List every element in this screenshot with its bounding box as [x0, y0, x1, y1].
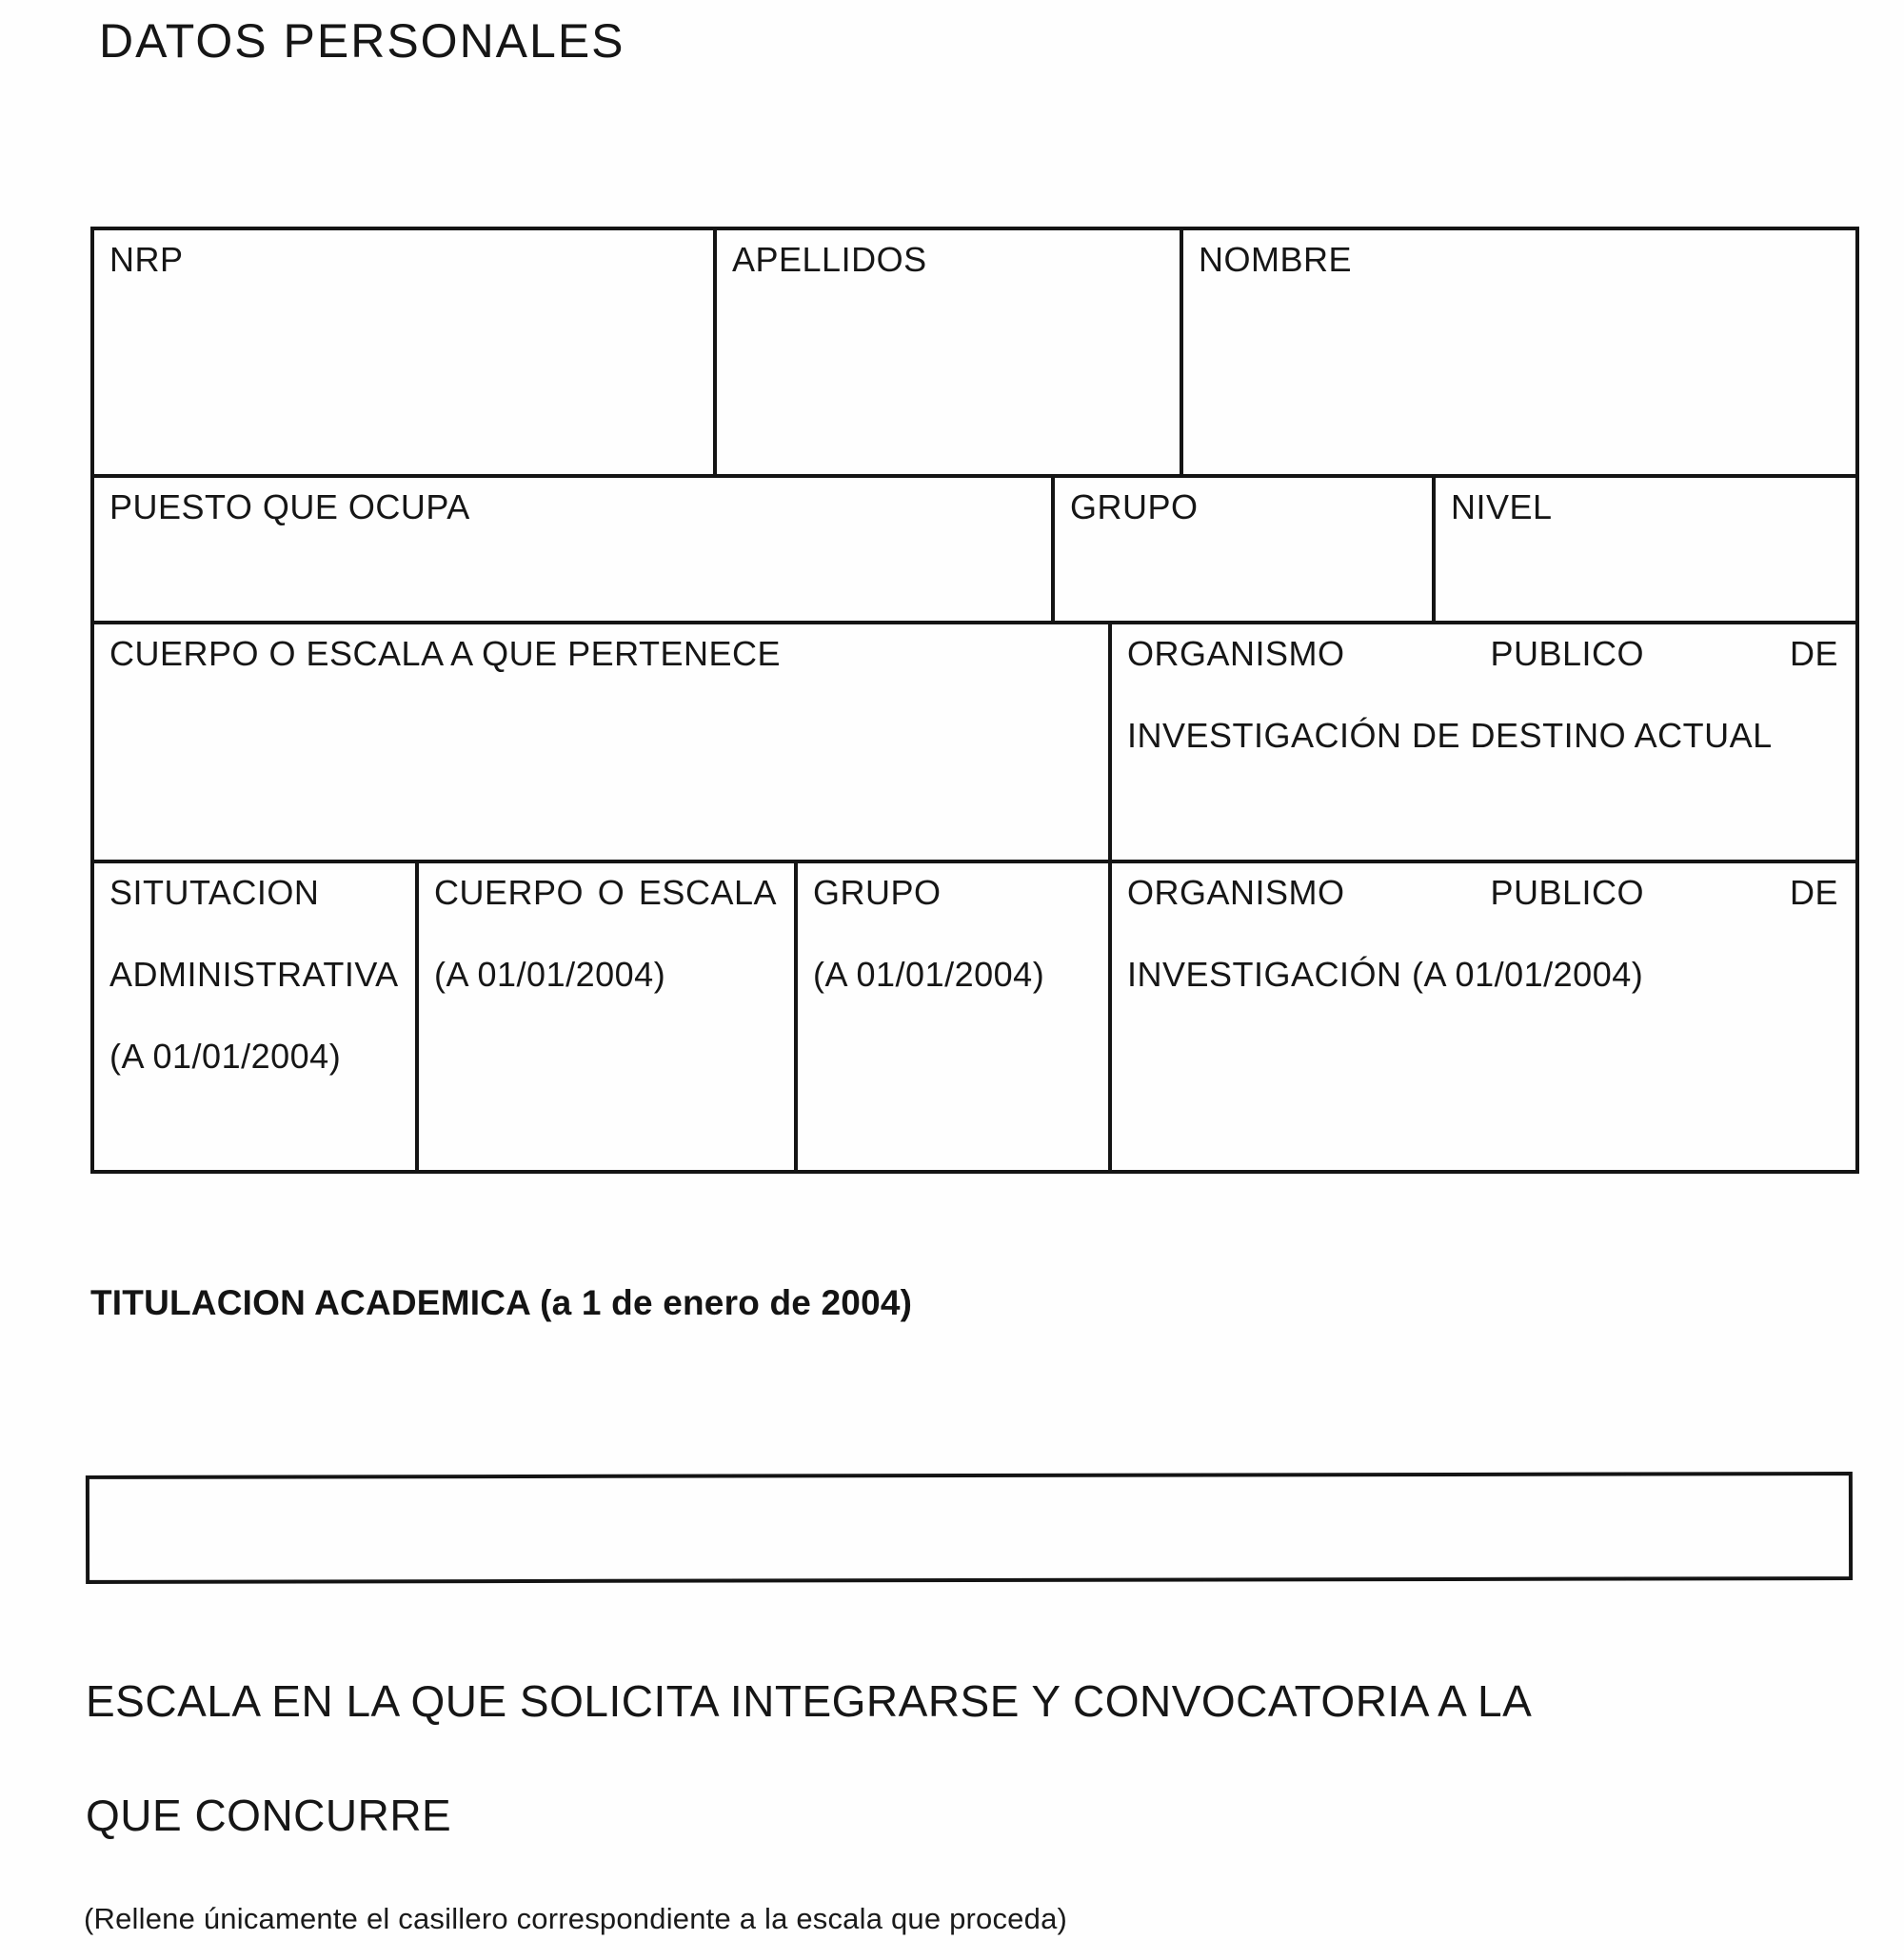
field-nivel: [1432, 478, 1855, 621]
field-organismo-actual-label-line2: INVESTIGACIÓN DE DESTINO ACTUAL: [1127, 716, 1773, 755]
field-situacion-label-line1: SITUTACION: [109, 873, 320, 912]
table-row-1: [94, 230, 1855, 474]
word-escala: ESCALA: [638, 873, 777, 912]
field-organismo-2004: [1108, 863, 1855, 1170]
escala-heading: [86, 1678, 1532, 1839]
field-organismo-2004-label-line2: INVESTIGACIÓN (A 01/01/2004): [1127, 955, 1644, 994]
field-grupo-2004-label-line2: (A 01/01/2004): [813, 955, 1045, 994]
field-puesto-label: PUESTO QUE OCUPA: [109, 487, 470, 526]
titulacion-academica-box: [86, 1472, 1853, 1584]
field-nrp-label: NRP: [109, 240, 184, 279]
field-organismo-2004-label-line1: [1127, 873, 1838, 913]
field-cuerpo-2004: [415, 863, 794, 1170]
field-cuerpo-2004-label-line2: (A 01/01/2004): [434, 955, 666, 994]
word-publico: PUBLICO: [1490, 634, 1645, 673]
word-organismo: ORGANISMO: [1127, 634, 1345, 673]
titulacion-academica-heading: TITULACION ACADEMICA (a 1 de enero de 2004): [90, 1283, 913, 1322]
field-organismo-actual: [1108, 624, 1855, 860]
field-grupo-label: GRUPO: [1070, 487, 1199, 526]
field-cuerpo-2004-label-line1: [434, 873, 777, 913]
field-cuerpo-pertenece: [94, 624, 1108, 860]
word-de: DE: [1789, 634, 1838, 673]
field-grupo-2004: [794, 863, 1108, 1170]
field-situacion-label-line2: ADMINISTRATIVA: [109, 955, 399, 994]
field-organismo-actual-label-line1: [1127, 634, 1838, 674]
field-nombre: [1180, 230, 1855, 474]
field-puesto: [94, 478, 1051, 621]
word-publico: PUBLICO: [1490, 873, 1645, 912]
table-row-4: [94, 860, 1855, 1170]
table-row-2: [94, 474, 1855, 621]
field-situacion-administrativa: [94, 863, 415, 1170]
datos-personales-table: [90, 227, 1859, 1174]
page-title: DATOS PERSONALES: [99, 14, 625, 68]
table-row-3: [94, 621, 1855, 860]
word-de: DE: [1789, 873, 1838, 912]
fill-instruction-note: (Rellene únicamente el casillero correspondiente a la escala que proceda): [84, 1902, 1068, 1935]
field-nrp: [94, 230, 713, 474]
field-grupo-2004-label-line1: GRUPO: [813, 873, 942, 912]
escala-heading-line2: QUE CONCURRE: [86, 1791, 452, 1841]
field-nivel-label: NIVEL: [1451, 487, 1553, 526]
word-organismo: ORGANISMO: [1127, 873, 1345, 912]
word-cuerpo: CUERPO: [434, 873, 585, 912]
field-situacion-label-line3: (A 01/01/2004): [109, 1037, 342, 1076]
field-apellidos: [713, 230, 1180, 474]
field-cuerpo-pertenece-label: CUERPO O ESCALA A QUE PERTENECE: [109, 634, 782, 673]
field-grupo: [1051, 478, 1432, 621]
field-nombre-label: NOMBRE: [1199, 240, 1353, 279]
escala-heading-line1: ESCALA EN LA QUE SOLICITA INTEGRARSE Y CONVOCATORIA A LA: [86, 1676, 1533, 1726]
word-o: O: [597, 873, 625, 912]
field-apellidos-label: APELLIDOS: [732, 240, 927, 279]
